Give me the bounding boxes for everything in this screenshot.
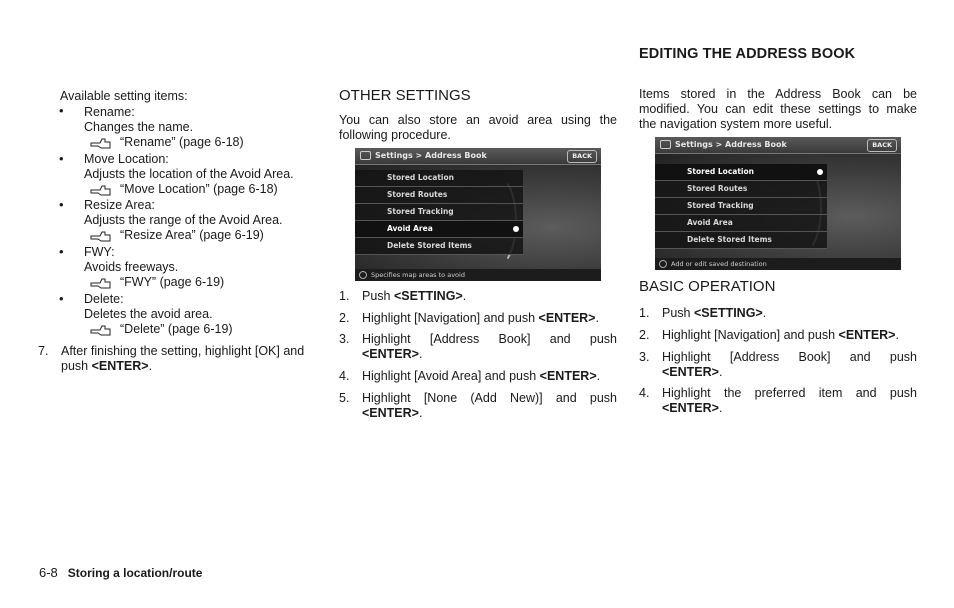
setting-item-move-location [84,152,294,197]
bullet-icon: • [59,244,64,259]
menu-item-stored-routes[interactable]: Stored Routes [355,187,523,204]
intro-line: You can also store an avoid area using the [339,113,617,127]
item-ref [84,135,244,150]
step-text: . [418,406,423,420]
menu-item-avoid-area[interactable] [355,221,523,238]
item-title: Resize Area: [84,198,155,212]
pointing-hand-icon [90,323,112,337]
nav-screen-stored-location [655,137,901,270]
menu-item-stored-routes[interactable]: Stored Routes [655,181,827,198]
other-settings-intro [339,113,617,143]
pointing-hand-icon [90,183,112,197]
menu-item-avoid-area[interactable]: Avoid Area [655,215,827,232]
screen-title: Settings > Address Book [375,151,487,160]
item-title: Rename: [84,105,135,119]
step-number: 4. [339,369,350,383]
intro-line: the navigation system more useful. [639,117,833,131]
screen-status-bar [655,258,901,270]
enter-key-label: <ENTER> [538,311,596,325]
menu-icon [660,140,671,149]
setting-key-label: <SETTING> [693,306,763,320]
page-footer [39,564,202,582]
back-button[interactable]: BACK [567,150,597,163]
step-number: 4. [639,386,650,400]
selection-dot-icon [817,169,823,175]
selection-dot-icon [513,226,519,232]
step-text: Highlight [None (Add New)] and push [362,391,617,405]
step-text: . [718,365,723,379]
bullet-icon: • [59,103,64,118]
nav-screen-avoid-area [355,148,601,281]
item-desc: Changes the name. [84,120,194,134]
setting-item-delete [84,292,233,337]
intro-line: Items stored in the Address Book can be [639,87,917,101]
setting-key-label: <SETTING> [393,289,463,303]
setting-item-rename [84,105,244,150]
step-text: . [895,328,899,342]
pointing-hand-icon [90,229,112,243]
item-ref [84,322,233,337]
pointing-hand-icon [90,136,112,150]
screen-status-text: Add or edit saved destination [671,260,767,268]
step-text: Highlight the preferred item and push [662,386,917,400]
enter-key-label: <ENTER> [362,347,419,361]
screen-status-text: Specifies map areas to avoid [371,271,465,279]
step-number: 7. [38,344,49,358]
step-number: 3. [339,332,350,346]
step-text: Highlight [Address Book] and push [662,350,917,364]
section-heading-basic-operation: BASIC OPERATION [639,278,776,295]
step-number: 2. [339,311,350,325]
step-text: Push [362,289,394,303]
editing-intro [639,87,917,132]
item-desc: Deletes the avoid area. [84,307,213,321]
bullet-icon: • [59,291,64,306]
menu-item-delete-stored-items[interactable]: Delete Stored Items [655,232,827,249]
info-icon [659,260,667,268]
section-heading-other-settings: OTHER SETTINGS [339,87,471,104]
enter-key-label: <ENTER> [662,365,719,379]
item-ref-text: “Delete” (page 6-19) [120,322,233,336]
step-text: . [418,347,423,361]
item-ref-text: “Move Location” (page 6-18) [120,182,278,196]
menu-item-label: Stored Location [687,167,754,176]
item-ref [84,228,283,243]
menu-item-stored-location[interactable] [655,164,827,181]
step-number: 3. [639,350,650,364]
step-text: . [462,289,467,303]
menu-item-stored-location[interactable]: Stored Location [355,170,523,187]
item-title: Move Location: [84,152,169,166]
item-desc: Avoids freeways. [84,260,179,274]
item-title: FWY: [84,245,115,259]
screen-status-bar [355,269,601,281]
pointing-hand-icon [90,276,112,290]
menu-item-delete-stored-items[interactable]: Delete Stored Items [355,238,523,255]
step-number: 1. [339,289,350,303]
menu-item-stored-tracking[interactable]: Stored Tracking [355,204,523,221]
screen-title-bar [655,137,901,154]
back-button[interactable]: BACK [867,139,897,152]
screen-menu [355,170,523,255]
item-ref-text: “Rename” (page 6-18) [120,135,244,149]
screen-title-bar [355,148,601,165]
setting-item-fwy [84,245,224,290]
enter-key-label: <ENTER> [91,359,149,373]
step-text: After finishing the setting, highlight [OK] and [61,344,305,358]
section-heading-editing-address-book: EDITING THE ADDRESS BOOK [639,46,856,62]
step-text: Push [662,306,694,320]
chapter-title: Storing a location/route [67,566,203,580]
step-number: 5. [339,391,350,405]
enter-key-label: <ENTER> [362,406,419,420]
menu-item-stored-tracking[interactable]: Stored Tracking [655,198,827,215]
screen-title: Settings > Address Book [675,140,787,149]
step-text: . [148,359,153,373]
item-ref [84,275,224,290]
step-text: . [595,311,599,325]
item-desc: Adjusts the range of the Avoid Area. [84,213,283,227]
item-desc: Adjusts the location of the Avoid Area. [84,167,294,181]
step-text: push [61,359,92,373]
available-items-intro: Available setting items: [60,89,188,103]
step-text: Highlight [Address Book] and push [362,332,617,346]
enter-key-label: <ENTER> [539,369,597,383]
step-text: . [596,369,601,383]
bullet-icon: • [59,151,64,166]
step-number: 2. [639,328,650,342]
step-number: 1. [639,306,650,320]
setting-item-resize-area [84,198,283,243]
item-title: Delete: [84,292,124,306]
step-text: Highlight [Navigation] and push [662,328,839,342]
step-text: Highlight [Avoid Area] and push [362,369,540,383]
step-text: Highlight [Navigation] and push [362,311,539,325]
menu-item-label: Avoid Area [387,224,433,233]
screen-menu [655,164,827,249]
menu-icon [360,151,371,160]
enter-key-label: <ENTER> [662,401,719,415]
bullet-icon: • [59,197,64,212]
intro-line: modified. You can edit these settings to make [639,102,917,116]
item-ref [84,182,294,197]
step-text: . [718,401,723,415]
enter-key-label: <ENTER> [838,328,896,342]
item-ref-text: “FWY” (page 6-19) [120,275,225,289]
item-ref-text: “Resize Area” (page 6-19) [120,228,264,242]
step-text: . [762,306,767,320]
intro-line: following procedure. [339,128,451,142]
page-number: 6-8 [39,565,58,580]
info-icon [359,271,367,279]
